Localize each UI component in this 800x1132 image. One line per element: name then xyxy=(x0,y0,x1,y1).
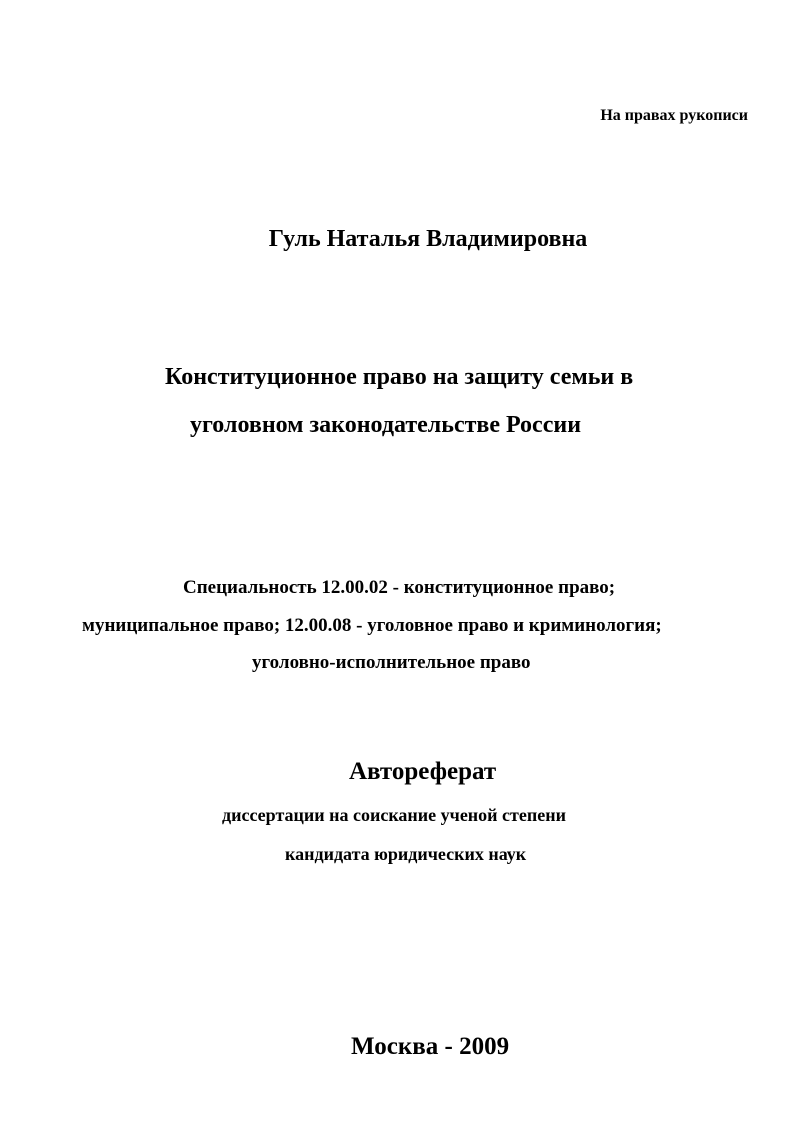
manuscript-note: На правах рукописи xyxy=(600,107,748,124)
abstract-heading: Автореферат xyxy=(349,758,497,785)
dissertation-title-line-2: уголовном законодательстве России xyxy=(190,412,582,438)
city-year: Москва - 2009 xyxy=(351,1033,510,1060)
specialty-line-1: Специальность 12.00.02 - конституционное право; xyxy=(183,577,616,598)
specialty-line-2: муниципальное право; 12.00.08 - уголовное право и криминология; xyxy=(82,615,662,636)
dissertation-title-line-1: Конституционное право на защиту семьи в xyxy=(165,364,634,390)
specialty-line-3: уголовно-исполнительное право xyxy=(252,652,531,673)
abstract-subtitle-line-1: диссертации на соискание ученой степени xyxy=(222,805,566,825)
author-name: Гуль Наталья Владимировна xyxy=(268,226,588,252)
abstract-subtitle-line-2: кандидата юридических наук xyxy=(285,844,527,864)
